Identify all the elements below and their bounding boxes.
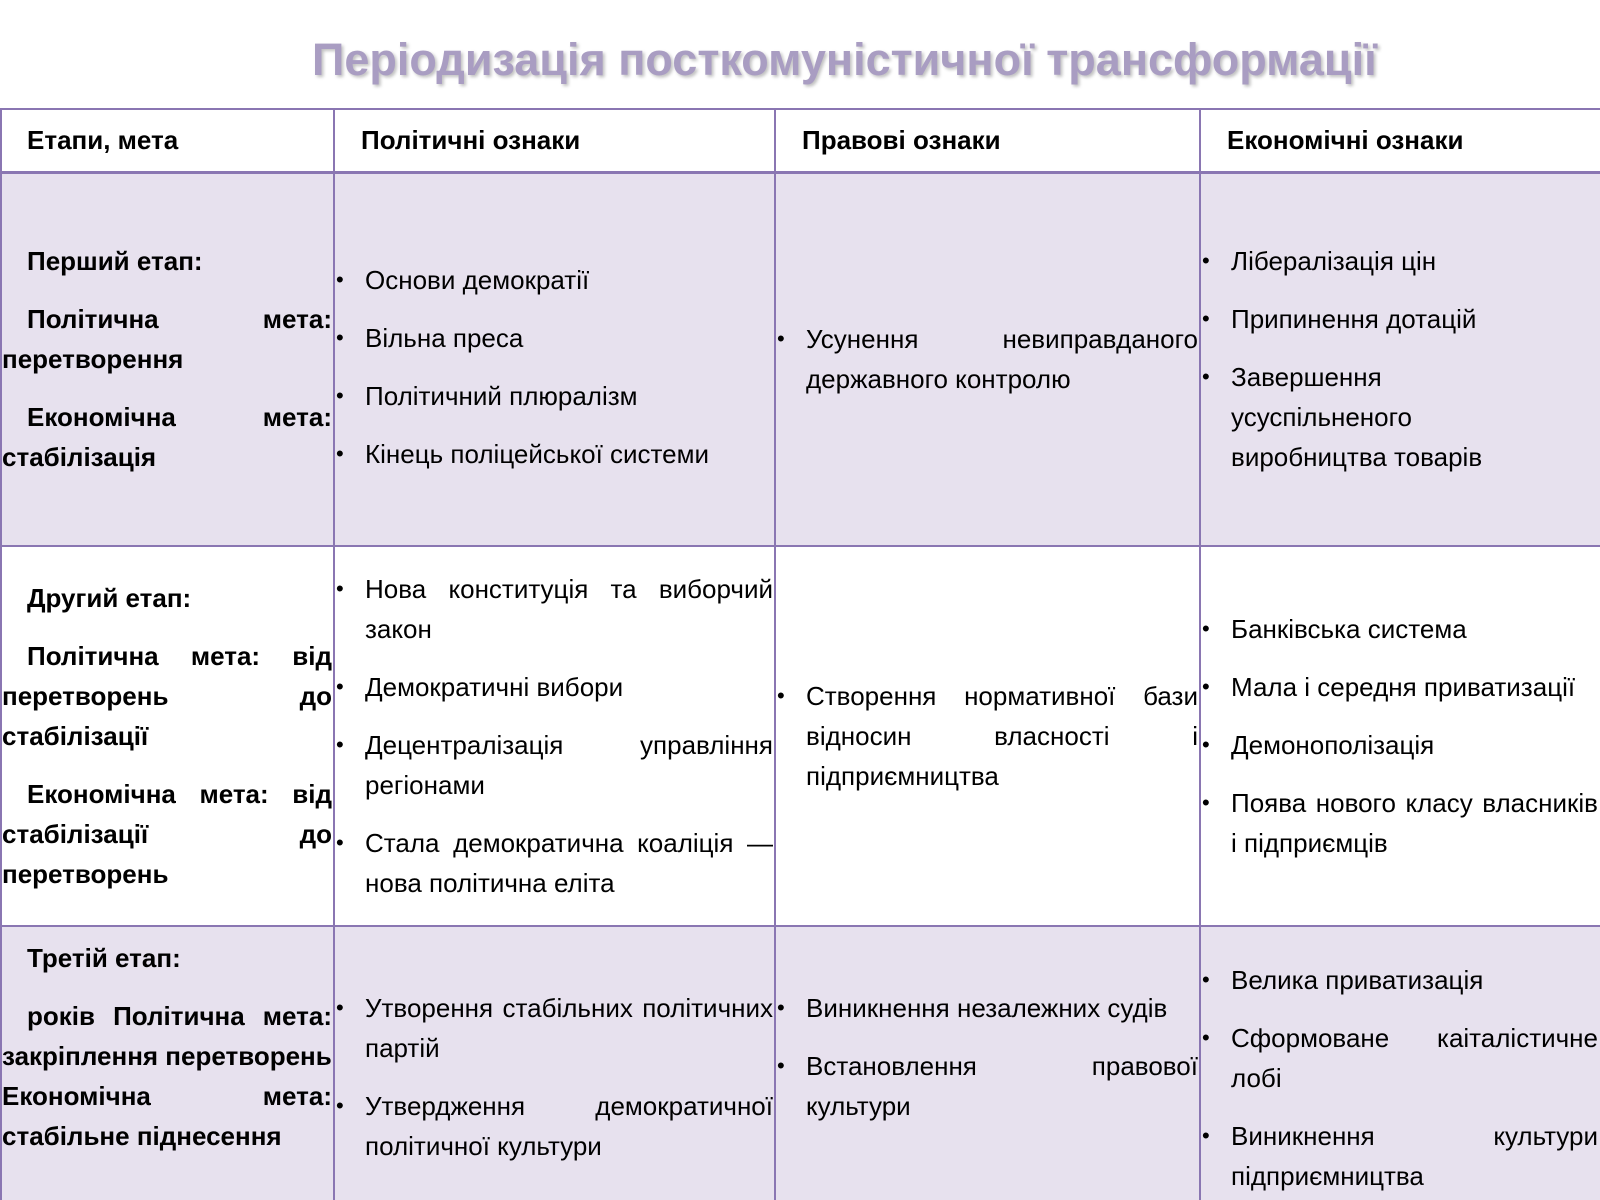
list-item: • Припинення дотацій [1200, 299, 1568, 339]
list-item: • Лібералізація цін [1200, 241, 1568, 281]
stage-3-political-goal: років Політична мета: закріплення перетворень [2, 1001, 332, 1071]
list-item: • Завершення усуспільненого виробництва товарів [1200, 357, 1568, 477]
grid-line-col-1 [333, 108, 335, 1200]
row-1-economic [1200, 172, 1598, 546]
list-item: • Основи демократії [334, 260, 773, 300]
row-2-political [334, 546, 773, 926]
row-2-economic [1200, 546, 1598, 926]
list-item: • Кінець поліцейської системи [334, 434, 773, 474]
grid-line-row-2 [0, 925, 1600, 927]
list-item: • Усунення невиправданого державного контролю [775, 319, 1198, 399]
row-3-economic [1200, 926, 1598, 1200]
list-item: • Виникнення незалежних судів [775, 988, 1198, 1028]
row-3-political [334, 926, 773, 1200]
stage-1-name: Перший етап: [27, 246, 203, 276]
grid-line-col-2 [774, 108, 776, 1200]
list-item: • Поява нового класу власників і підприємців [1200, 783, 1598, 863]
row-2-legal [775, 546, 1198, 926]
list-item: • Банківська система [1200, 609, 1598, 649]
grid-line-row-1 [0, 545, 1600, 547]
stage-3-cell [2, 926, 332, 1200]
stage-3-economic-goal: Економічна мета: стабільне піднесення [2, 1081, 332, 1151]
list-item: • Велика приватизація [1200, 960, 1598, 1000]
header-legal: Правові ознаки [802, 124, 1001, 155]
list-item: • Політичний плюралізм [334, 376, 773, 416]
periodization-table [0, 108, 1600, 1200]
list-item: • Демократичні вибори [334, 667, 773, 707]
list-item: • Утвердження демократичної політичної культури [334, 1086, 773, 1166]
stage-1-cell [2, 172, 332, 546]
list-item: • Створення нормативної бази відносин власності і підприємництва [775, 676, 1198, 796]
stage-2-name: Другий етап: [27, 583, 192, 613]
header-stages: Етапи, мета [27, 124, 179, 155]
list-item: • Стала демократична коаліція — нова політична еліта [334, 823, 773, 903]
header-economic: Економічні ознаки [1227, 124, 1464, 155]
stage-2-economic-goal: Економічна мета: від стабілізації до перетворень [2, 779, 332, 889]
slide-title: Періодизація посткомуністичної трансформації [312, 34, 1377, 85]
list-item: • Виникнення культури підприємництва [1200, 1116, 1598, 1196]
grid-line-header [0, 171, 1600, 174]
list-item: • Нова конституція та виборчий закон [334, 569, 773, 649]
list-item: • Демонополізація [1200, 725, 1598, 765]
list-item: • Сформоване каіталістичне лобі [1200, 1018, 1598, 1098]
header-political: Політичні ознаки [361, 124, 581, 155]
stage-1-economic-goal: Економічна мета: стабілізація [2, 402, 332, 472]
list-item: • Децентралізація управління регіонами [334, 725, 773, 805]
stage-3-name: Третій етап: [27, 943, 181, 973]
list-item: • Встановлення правової культури [775, 1046, 1198, 1126]
list-item: • Вільна преса [334, 318, 773, 358]
stage-1-political-goal: Політична мета: перетворення [2, 304, 332, 374]
stage-2-political-goal: Політична мета: від перетворень до стабілізації [2, 641, 332, 751]
row-1-political [334, 172, 773, 562]
row-3-legal [775, 926, 1198, 1200]
row-1-legal [775, 172, 1198, 546]
list-item: • Утворення стабільних політичних партій [334, 988, 773, 1068]
stage-2-cell [2, 546, 332, 926]
grid-line-left [0, 108, 2, 1200]
grid-line-top [0, 108, 1600, 110]
list-item: • Мала і середня приватизації [1200, 667, 1598, 707]
grid-line-col-3 [1199, 108, 1201, 1200]
